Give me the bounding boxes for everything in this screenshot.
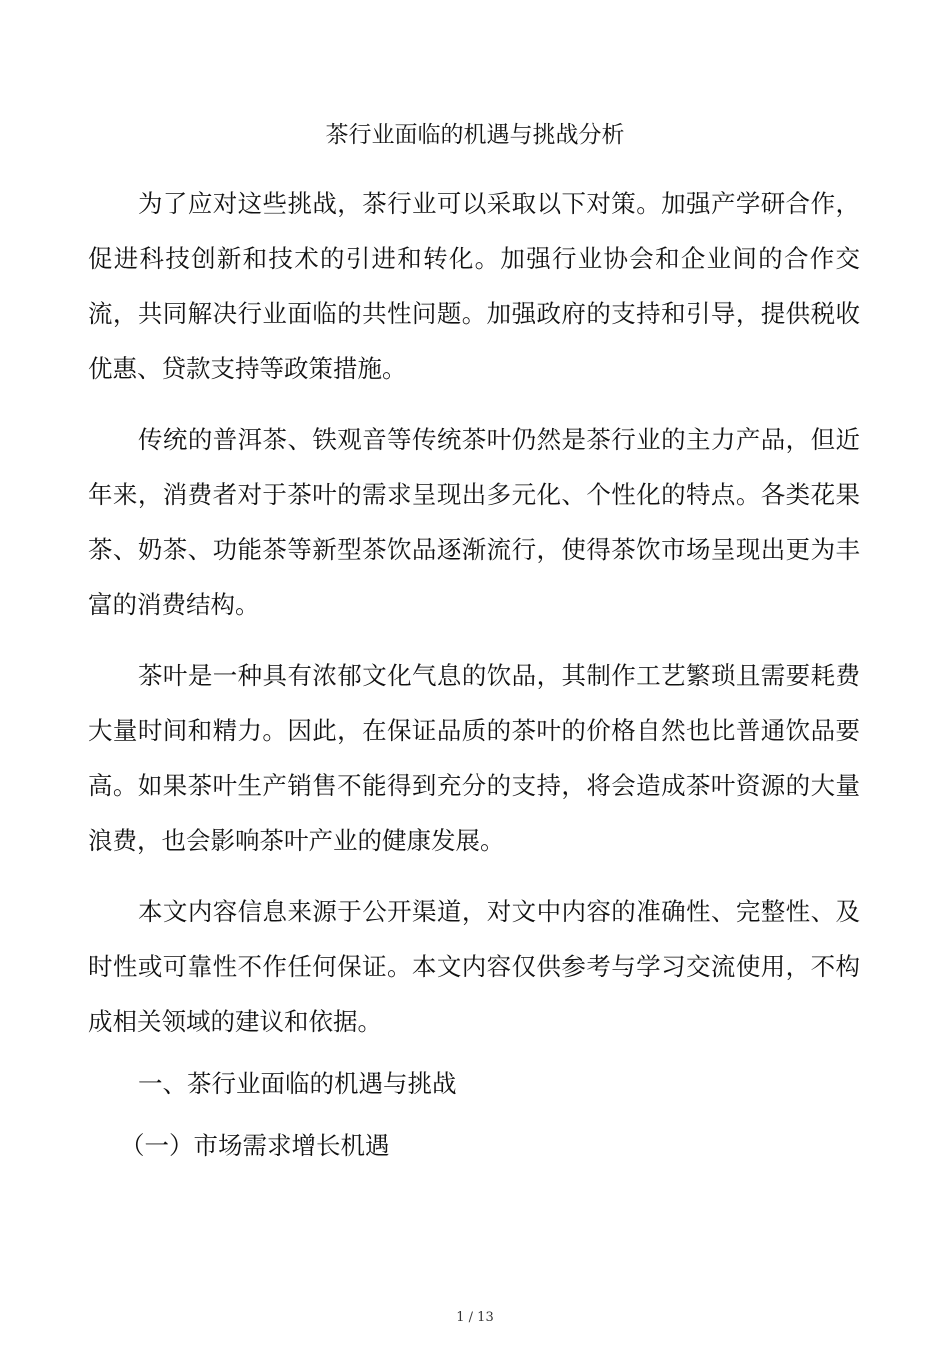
paragraph-countermeasures: 为了应对这些挑战，茶行业可以采取以下对策。加强产学研合作，促进科技创新和技术的引进和转化。加强行业协会和企业间的合作交流，共同解决行业面临的共性问题。加强政府的支持和引导，提供税收优惠、贷款支持等政策措施。 [88,189,860,383]
subsection-heading: （一）市场需求增长机遇 [120,1131,390,1160]
paragraph-disclaimer: 本文内容信息来源于公开渠道，对文中内容的准确性、完整性、及时性或可靠性不作任何保证。本文内容仅供参考与学习交流使用，不构成相关领域的建议和依据。 [88,897,860,1036]
document-body [88,176,860,1065]
paragraph-tea-culture: 茶叶是一种具有浓郁文化气息的饮品，其制作工艺繁琐且需要耗费大量时间和精力。因此，在保证品质的茶叶的价格自然也比普通饮品要高。如果茶叶生产销售不能得到充分的支持，将会造成茶叶资源的大量浪费，也会影响茶叶产业的健康发展。 [88,661,860,855]
section-heading: 一、茶行业面临的机遇与挑战 [138,1069,457,1098]
page-number: 1 / 13 [456,1310,494,1325]
document-title: 茶行业面临的机遇与挑战分析 [325,122,625,148]
paragraph-tea-products: 传统的普洱茶、铁观音等传统茶叶仍然是茶行业的主力产品，但近年来，消费者对于茶叶的需求呈现出多元化、个性化的特点。各类花果茶、奶茶、功能茶等新型茶饮品逐渐流行，使得茶饮市场呈现出更为丰富的消费结构。 [88,425,860,619]
